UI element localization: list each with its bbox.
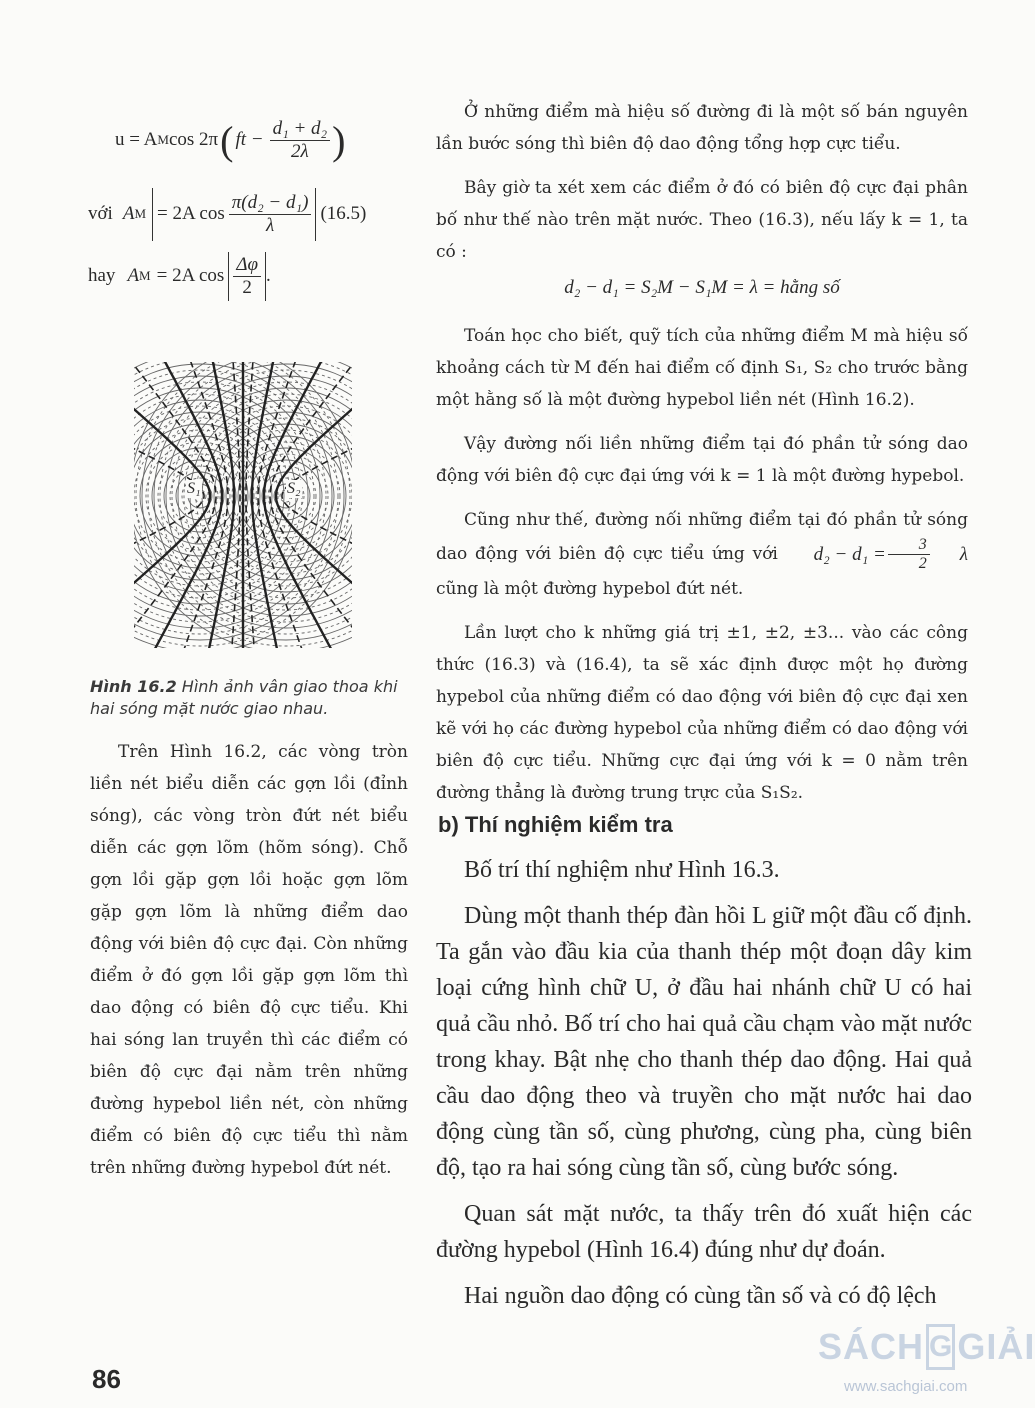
paragraph: Hai nguồn dao động có cùng tần số và có độ lệch xyxy=(464,1283,937,1309)
interference-figure xyxy=(134,362,352,648)
left-column-text xyxy=(90,736,408,1184)
paragraph: Quan sát mặt nước, ta thấy trên đó xuất hiện các đường hypebol (Hình 16.4) đúng như dự đoán. xyxy=(436,1201,972,1263)
watermark-box-icon: G xyxy=(926,1324,955,1370)
minimum-hyperbola xyxy=(0,315,204,678)
watermark-brand-left: SÁCH xyxy=(818,1326,925,1367)
figure-caption-text: Hình ảnh vân giao thoa khi hai sóng mặt nước giao nhau. xyxy=(90,677,398,718)
page-number: 86 xyxy=(92,1364,121,1394)
watermark-brand-right: GIẢI xyxy=(957,1326,1035,1367)
watermark-logo xyxy=(818,1322,1035,1372)
source-s1-label: S₁ xyxy=(187,480,201,497)
right-column xyxy=(436,96,968,809)
equation-amplitude: với A M = 2A cos $\frac{\text{π(d₂ − d₁)}}{\lambda}$ (16.5) xyxy=(88,186,366,242)
right-column-large xyxy=(436,852,972,1314)
paragraph: Dùng một thanh thép đàn hồi L giữ một đầu cố định. Ta gắn vào đầu kia của thanh thép một đoạn dây kim loại cứng hình chữ U, ở đầu hai nhánh chữ U có hai quả cầu nhỏ. Bố trí cho hai quả cầu chạm vào mặt nước trong khay. Bật nhẹ cho thanh thép dao động. Hai quả cầu dao động theo và truyền cho mặt nước hai dao động cùng tần số, cùng phương, cùng pha, cùng biên độ, tạo ra hai sóng cùng tần số, cùng bước sóng. xyxy=(436,903,972,1181)
paragraph: Lần lượt cho k những giá trị ±1, ±2, ±3... vào các công thức (16.3) và (16.4), ta sẽ xác định được một họ đường hypebol của những điểm có dao động với biên độ cực đại xen kẽ với họ các đường hypebol của những điểm có dao động với biên độ cực tiểu. Những cực đại ứng với k = 0 nằm trên đường thẳng là đường trung trực của S₁S₂. xyxy=(436,623,968,803)
fraction: $\frac{3}{2}$ xyxy=(888,536,930,573)
paragraph: Bố trí thí nghiệm như Hình 16.3. xyxy=(464,857,780,883)
interference-pattern-image xyxy=(134,362,352,648)
paragraph: Cũng như thế, đường nối những điểm tại đó phần tử sóng dao động với biên độ cực tiểu ứng với d₂ − d₁ = $\frac{3}{2}$ λ cũng là một đường hypebol đứt nét. xyxy=(436,510,968,599)
source-s2-label: S₂ xyxy=(287,480,301,497)
figure-caption xyxy=(90,676,400,720)
paragraph: Ở những điểm mà hiệu số đường đi là một số bán nguyên lần bước sóng thì biên độ dao động tổng hợp cực tiểu. xyxy=(436,102,968,154)
section-heading: b) Thí nghiệm kiểm tra xyxy=(438,812,673,837)
equation-amplitude-phase: hay A M = 2A cos $\frac{\Delta\varphi}{2}$ . xyxy=(88,248,271,304)
watermark-url: www.sachgiai.com xyxy=(844,1378,968,1395)
fraction: $\frac{\text{π(d₂ − d₁)}}{\lambda}$ xyxy=(229,192,312,237)
equation-min-condition: d₂ − d₁ = $\frac{3}{2}$ λ xyxy=(813,536,968,572)
paragraph: Toán học cho biết, quỹ tích của những điểm M mà hiệu số khoảng cách từ M đến hai điểm cố định S₁, S₂ cho trước bằng một hằng số là một đường hypebol liền nét (Hình 16.2). xyxy=(436,326,968,410)
fraction: $\frac{\Delta\varphi}{2}$ xyxy=(233,254,261,299)
paragraph: Trên Hình 16.2, các vòng tròn liền nét biểu diễn các gợn lồi (đỉnh sóng), các vòng tròn đứt nét biểu diễn các gợn lõm (hõm sóng). Chỗ gợn lồi gặp gợn lồi hoặc gợn lõm gặp gợn lõm là những điểm dao động với biên độ cực đại. Còn những điểm ở đó gợn lồi gặp gợn lõm thì dao động có biên độ cực tiểu. Khi hai sóng lan truyền thì các điểm có biên độ cực đại nằm trên những đường hypebol liền nét, còn những điểm có biên độ cực tiểu thì nằm trên những đường hypebol đứt nét. xyxy=(90,742,408,1178)
equation-wave-u: u = A M cos 2π ( ft − $\frac{\text{d₁ + d₂}}{2\lambda}$ ) xyxy=(115,117,346,163)
equation-path-difference: d₂ − d₁ = S₂M − S₁M = λ = hằng số xyxy=(564,277,840,298)
figure-number: Hình 16.2 xyxy=(90,677,177,696)
paragraph: Vậy đường nối liền những điểm tại đó phần tử sóng dao động với biên độ cực đại ứng với k = 1 là một đường hypebol. xyxy=(436,434,968,486)
fraction: $\frac{\text{d₁ + d₂}}{2\lambda}$ xyxy=(270,118,331,163)
paragraph: Bây giờ ta xét xem các điểm ở đó có biên độ cực đại phân bố như thế nào trên mặt nước. Theo (16.3), nếu lấy k = 1, ta có : xyxy=(436,178,968,262)
